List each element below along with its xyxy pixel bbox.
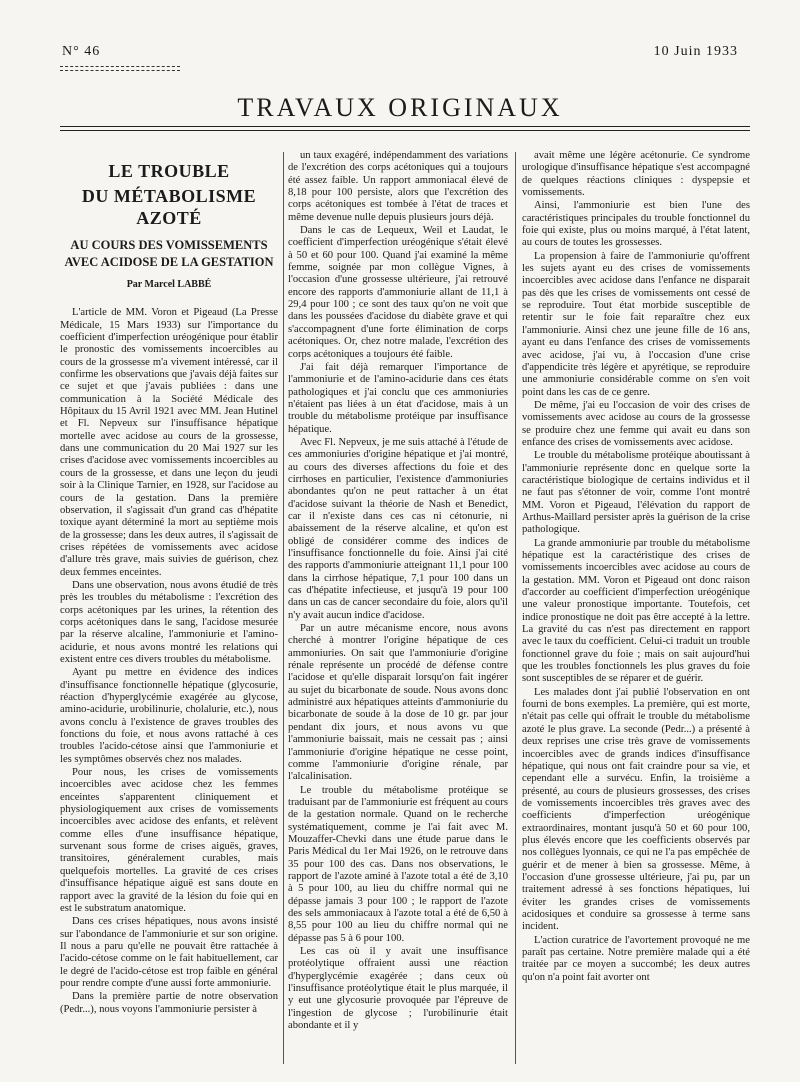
article-column-1 bbox=[60, 152, 278, 1067]
column-rule bbox=[515, 152, 516, 1064]
paragraph: Le trouble du métabolisme protéique aboutissant à l'ammoniurie représente donc en quelque sorte la caractéristique biologique de certains individus et il ne faut pas s'étonner de voir, comme l'ont montré MM. Voron et Pigeaud, l'élévation du rapport de Arthus-Maillard persister après la guérison de la crise pathologique. bbox=[522, 450, 750, 536]
paragraph: Pour nous, les crises de vomissements incoercibles avec acidose chez les femmes enceintes s'apparentent cliniquement et physiologiquement aux crises de vomissements incoercibles avec acidose des enfants, et relèvent comme elles d'une insuffisance hépatique, survenant sous forme de crises aiguës, graves, transitoires, généralement curables, mais quelquefois mortelles. La gravité de ces crises d'insuffisance hépatique aiguë est sans doute en rapport avec la gravité de la lésion du foie qui en est le substratum anatomique. bbox=[60, 767, 278, 914]
paragraph: Dans ces crises hépatiques, nous avons insisté sur l'abondance de l'ammoniurie et sur son origine. Il nous a paru qu'elle ne pouvait être rattachée à l'acido-cétose comme on le fait habituellement, car le degré de l'acido-cétose est trop faible en général pour rendre compte d'une aussi forte ammoniurie. bbox=[60, 916, 278, 989]
section-rule bbox=[60, 130, 750, 131]
paragraph: De même, j'ai eu l'occasion de voir des crises de vomissements avec acidose au cours de la grossesse se produire chez une femme qui avait eu dans son enfance des crises de vomissements avec acidose. bbox=[522, 399, 750, 448]
paragraph: Les cas où il y avait une insuffisance protéolytique offraient aussi une réaction d'hyperglycémie exagérée ; dans ceux où l'insuffisance protéolytique était le plus marquée, il y eut une glycosurie provoquée par l'épreuve de l'ingestion de glycose ; l'urobilinurie était abondante et il y bbox=[288, 946, 508, 1032]
paragraph: Le trouble du métabolisme protéique se traduisant par de l'ammoniurie est fréquent au cours de la gestation normale. Quand on le recherche systématiquement, comme je l'ai fait avec M. Mouzaffer-Chevki dans une étude parue dans le Paris Médical du 1er Mai 1926, on le retrouve dans 35 pour 100 des cas. Dans nos observations, le rapport de l'azote aminé à l'azote total a été de 3,10 à 5 pour 100, au lieu du chiffre normal qui ne dépasse jamais 3 pour 100 ; le rapport de l'azote des sels ammoniacaux à l'azote total a été de 6,50 à 8,55 pour 100 au lieu du chiffre normal qui ne dépasse pas 5 à 6 pour 100. bbox=[288, 784, 508, 944]
paragraph: Les malades dont j'ai publié l'observation en ont fourni de bons exemples. La première, qui est morte, n'était pas celle qui offrait le trouble du métabolisme azoté le plus grave. La seconde (Pedr...) a présenté à deux reprises une crise très grave de vomissements incoercibles avec de grands indices d'insuffisance hépatique, qui nous ont fait craindre pour sa vie, et cependant elle a survécu. Enfin, la troisième a présenté, au cours de plusieurs grossesses, des crises de vomissements incoercibles très graves avec des coefficients d'imperfection uréogénique extraordinaires, montant jusqu'à 50 et 60 pour 100, plus élevés encore que les coefficients observés par nos collègues lyonnais, ce qui ne l'a pas empêchée de guérir et de mener à bien sa grossesse. Même, à l'occasion d'une grossesse ultérieure, j'ai pu, par un traitement adressé à ses fonctions hépatiques, lui éviter les grandes crises de vomissements acidosiques et conduire sa grossesse à terme sans incident. bbox=[522, 686, 750, 933]
paragraph: J'ai fait déjà remarquer l'importance de l'ammoniurie et de l'amino-acidurie dans ces états pathologiques et j'ai conclu que ces ammoniuries n'étaient pas liées à un état d'acidose, mais à un trouble du métabolisme protéique par insuffisance hépatique. bbox=[288, 361, 508, 435]
article-title-line-2: DU MÉTABOLISME AZOTÉ bbox=[81, 186, 257, 228]
article-subtitle-line-2: AVEC ACIDOSE DE LA GESTATION bbox=[64, 255, 274, 269]
paragraph: un taux exagéré, indépendamment des variations de l'excrétion des corps acétoniques qui a toujours été assez faible. Un rapport ammoniacal élevé de 8,18 pour 100 persiste, alors que l'excrétion des corps acétoniques est tombée à l'état de traces et même devenue nulle depuis plusieurs jours déjà. bbox=[288, 150, 508, 223]
article-title-line-1: LE TROUBLE bbox=[108, 161, 230, 181]
issue-date: 10 Juin 1933 bbox=[653, 44, 738, 59]
paragraph: avait même une légère acétonurie. Ce syndrome urologique d'insuffisance hépatique s'est accompagné de quelques réactions cliniques : dyspepsie et vomissements. bbox=[522, 150, 750, 199]
paragraph: Par un autre mécanisme encore, nous avons cherché à montrer l'origine hépatique de ces ammoniuries. On sait que l'ammoniurie d'origine rénale représente un procédé de défense contre l'acidose et qu'elle disparait lorsqu'on fait ingérer au sujet du bicarbonate de soude. Nous avons donc administré aux hépatiques atteints d'ammoniurie du bicarbonate de soude à la dose de 10 gr. par jour pendant dix jours, et nous avons vu que l'ammoniurie baissait, mais ne cessait pas ; ainsi l'ammoniurie d'origine hépatique ne cesse point, comme l'ammoniurie d'origine rénale, par l'alcalinisation. bbox=[288, 623, 508, 783]
paragraph: Avec Fl. Nepveux, je me suis attaché à l'étude de ces ammoniuries d'origine hépatique et j'ai montré, au cours des diverses affections du foie et des cirrhoses en particulier, l'existence d'ammoniuries abondantes qu'on ne peut rattacher à un état d'acidose suivant la théorie de Nash et Benedict, car il n'existe dans ces cas ni cétonurie, ni abaissement de la réserve alcaline, et qu'on est obligé de considérer comme des indices de l'insuffisance fonctionnelle du foie. Ainsi j'ai cité des rapports d'ammoniurie atteignant 11,1 pour 100 dans la cirrhose hépatique, 7,1 pour 100 dans un cas d'hépatite infectieuse, et jusqu'à 19 pour 100 dans un cas de cancer secondaire du foie, alors qu'il n'y avait aucun indice d'acidose. bbox=[288, 436, 508, 621]
column-rule bbox=[283, 152, 284, 1064]
paragraph: Dans la première partie de notre observation (Pedr...), nous voyons l'ammoniurie persister à bbox=[60, 991, 278, 1015]
paragraph: Ayant pu mettre en évidence des indices d'insuffisance fonctionnelle hépatique (glycosurie, réaction d'hyperglycémie exagérée au glycose, amino-acidurie, urobilinurie, cholalurie, etc.), nous avons conclu à l'existence de graves troubles des fonctions du foie, et nous avons rattaché à ces troubles l'acido-cétose ainsi que l'ammoniurie et les symptômes observés chez nos malades. bbox=[60, 667, 278, 765]
header-rule bbox=[60, 70, 180, 71]
paragraph: La propension à faire de l'ammoniurie qu'offrent les sujets ayant eu des crises de vomissements incoercibles avec acidose dans l'enfance ne disparait pas dès que les crises de vomissements ont cessé de se reproduire. Tout état morbide susceptible de retentir sur le foie fait reparaître chez eux l'ammoniurie. Ainsi chez une jeune fille de 16 ans, ayant eu dans l'enfance des crises de vomissements avec acidose, j'ai vu, à l'occasion d'une crise d'appendicite très légère et apyrétique, se reproduire une ammoniurie considérable comme on s'en voit point dans les cas de ce genre. bbox=[522, 250, 750, 398]
article-author: Par Marcel LABBÉ bbox=[126, 279, 212, 290]
paragraph: Dans une observation, nous avons étudié de très près les troubles du métabolisme : l'excrétion des corps acétoniques par les urines, la rétention des corps acétoniques dans le sang, l'acidose mesurée par la réserve alcaline, l'ammoniurie et l'amino-acidurie, et nous avons montré les relations qui existent entre ces divers troubles du métabolisme. bbox=[60, 579, 278, 665]
paragraph: Ainsi, l'ammoniurie est bien l'une des caractéristiques principales du trouble fonctionnel du foie qui existe, plus ou moins marqué, à l'état latent, au cours de toutes les grossesses. bbox=[522, 200, 750, 249]
article-column-2 bbox=[288, 150, 508, 1070]
section-heading: TRAVAUX ORIGINAUX bbox=[237, 93, 563, 122]
article-subtitle-line-1: AU COURS DES VOMISSEMENTS bbox=[70, 238, 268, 252]
header-rule bbox=[60, 66, 180, 67]
issue-number: N° 46 bbox=[62, 44, 101, 59]
paragraph: L'action curatrice de l'avortement provoqué ne me paraît pas certaine. Notre première malade qui a été traitée par ce moyen a succombé; les deux autres qu'on n'a point fait avorter ont bbox=[522, 934, 750, 983]
article-column-3 bbox=[522, 150, 750, 1070]
paragraph: L'article de MM. Voron et Pigeaud (La Presse Médicale, 15 Mars 1933) sur l'importance du coefficient d'imperfection uréogénique pour établir le pronostic des vomissements incoercibles au cours de la grossesse m'a vivement intéressé, car il confirme les observations que j'avais déjà faites sur ce sujet et que j'avais publiées : dans une communication à la Société Médicale des Hôpitaux du 15 Avril 1921 avec MM. Jean Hutinel et Fl. Nepveux sur l'insuffisance hépatique mortelle avec acidose au cours de la grossesse, dans une communication du 20 Mai 1927 sur les crises d'acidose avec vomissements incoercibles au cours de la grossesse, et dans une leçon du jeudi soir à la Clinique Tarnier, en 1928, sur l'acidose au cours de la gestation. Dans la première observation, il s'agissait d'un grand cas d'hépatite toxique ayant déterminé la mort au septième mois de la grossesse; dans les deux autres, il s'agissait de crises répétées de vomissements avec acidose d'allure très grave, mais suivies de guérison, chez deux femmes enceintes. bbox=[60, 307, 278, 578]
paragraph: Dans le cas de Lequeux, Weil et Laudat, le coefficient d'imperfection uréogénique s'était élevé à 50 et 60 pour 100. Quand j'ai examiné la même femme, soignée par mon collègue Vignes, à l'occasion d'une grossesse ultérieure, j'ai retrouvé encore des rapports d'ammoniurie allant de 11,1 à 29,4 pour 100 ; ce sont des taux qu'on ne voit que dans les poussées d'acidose du diabète grave et qui s'accompagnent d'une forte élimination de corps acétoniques. Or, chez notre malade, l'excrétion des corps acétoniques a toujours été faible. bbox=[288, 225, 508, 360]
section-rule bbox=[60, 126, 750, 127]
paragraph: La grande ammoniurie par trouble du métabolisme hépatique est la caractéristique des crises de vomissements incoercibles avec acidose au cours de la gestation. MM. Voron et Pigeaud ont donc raison d'accorder au coefficient d'imperfection uréogénique une valeur pronostique importante. Toutefois, cet indice pronostique ne doit pas être accepté à la lettre. La gravité du cas n'est pas directement en rapport avec le taux du coefficient. Celui-ci traduit un trouble fonctionnel grave du foie ; mais on sait aujourd'hui que les troubles fonctionnels les plus graves du foie sont susceptibles de se réparer et de guérir. bbox=[522, 537, 750, 685]
